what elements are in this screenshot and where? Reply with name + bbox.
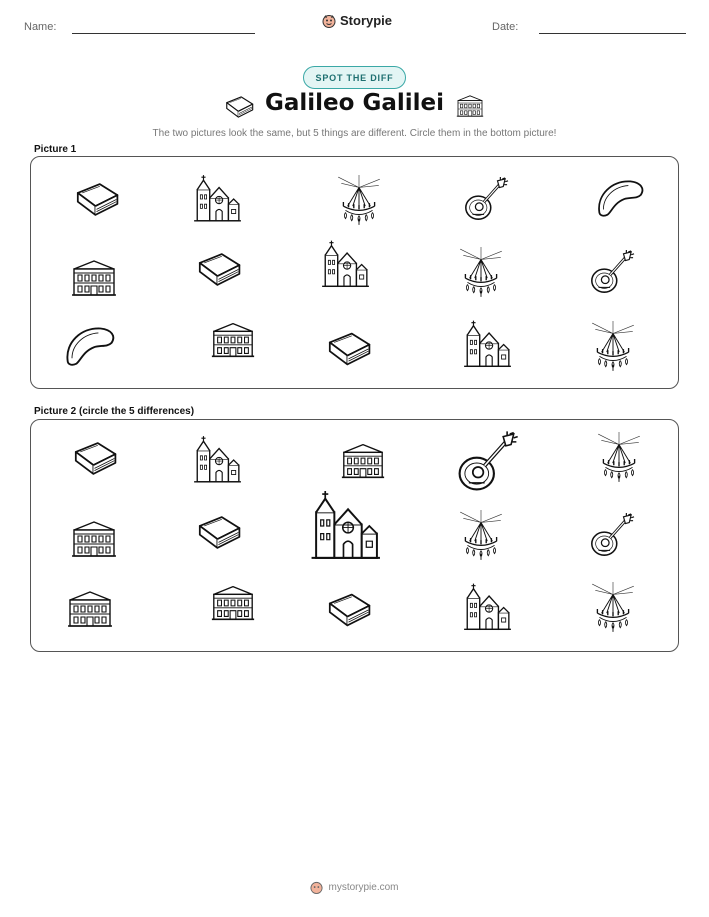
picture-1-lute-icon[interactable] [587, 247, 635, 299]
title-building-icon [455, 92, 485, 120]
picture-1-chandelier-icon[interactable] [333, 175, 385, 227]
picture-2-label: Picture 2 (circle the 5 differences) [34, 406, 195, 417]
picture-2-book-icon[interactable] [191, 510, 246, 555]
picture-1-book-icon[interactable] [321, 327, 376, 371]
picture-1-shoe-insole-icon[interactable] [593, 173, 645, 221]
picture-2-panel[interactable] [30, 419, 679, 652]
picture-2-lute-icon[interactable] [453, 428, 519, 498]
picture-1-shoe-insole-icon[interactable] [61, 321, 116, 369]
picture-1-building-icon[interactable] [209, 319, 257, 361]
picture-1-label: Picture 1 [34, 144, 77, 155]
picture-1-chandelier-icon[interactable] [455, 247, 507, 299]
picture-2-building-icon[interactable] [339, 440, 387, 482]
picture-2-lute-icon[interactable] [587, 510, 635, 562]
storypie-mascot-icon [310, 881, 323, 894]
picture-2-chandelier-icon[interactable] [455, 510, 507, 562]
picture-2-building-icon[interactable] [209, 582, 257, 624]
picture-1-church-icon[interactable] [319, 237, 371, 292]
instructions: The two pictures look the same, but 5 things are different. Circle them in the bottom picture! [152, 128, 557, 139]
page-title: Galileo Galilei [265, 90, 444, 116]
spot-the-diff-badge: SPOT THE DIFF [303, 66, 406, 89]
picture-2-church-icon[interactable] [461, 580, 513, 635]
picture-2-book-icon[interactable] [321, 588, 376, 632]
name-label: Name: [24, 21, 57, 33]
picture-1-book-icon[interactable] [69, 177, 124, 222]
picture-1-chandelier-icon[interactable] [587, 321, 639, 373]
picture-2-building-icon[interactable] [65, 588, 115, 630]
picture-2-chandelier-icon[interactable] [593, 432, 645, 484]
date-label: Date: [492, 21, 519, 33]
picture-2-building-icon[interactable] [69, 518, 119, 560]
name-line[interactable] [72, 33, 255, 34]
storypie-mascot-icon [322, 14, 336, 28]
picture-2-church-icon[interactable] [191, 434, 243, 486]
brand-logo [322, 13, 392, 28]
footer [0, 881, 709, 894]
picture-1-church-icon[interactable] [191, 173, 243, 225]
picture-2-church-icon[interactable] [307, 488, 383, 564]
brand-name: Storypie [340, 13, 393, 28]
picture-1-building-icon[interactable] [69, 257, 119, 299]
picture-1-lute-icon[interactable] [461, 175, 509, 225]
picture-2-book-icon[interactable] [67, 436, 122, 481]
footer-url[interactable]: mystorypie.com [328, 882, 399, 893]
picture-1-panel[interactable] [30, 156, 679, 389]
picture-1-book-icon[interactable] [191, 247, 246, 292]
date-line[interactable] [539, 33, 686, 34]
picture-2-chandelier-icon[interactable] [587, 582, 639, 634]
picture-1-church-icon[interactable] [461, 317, 513, 372]
